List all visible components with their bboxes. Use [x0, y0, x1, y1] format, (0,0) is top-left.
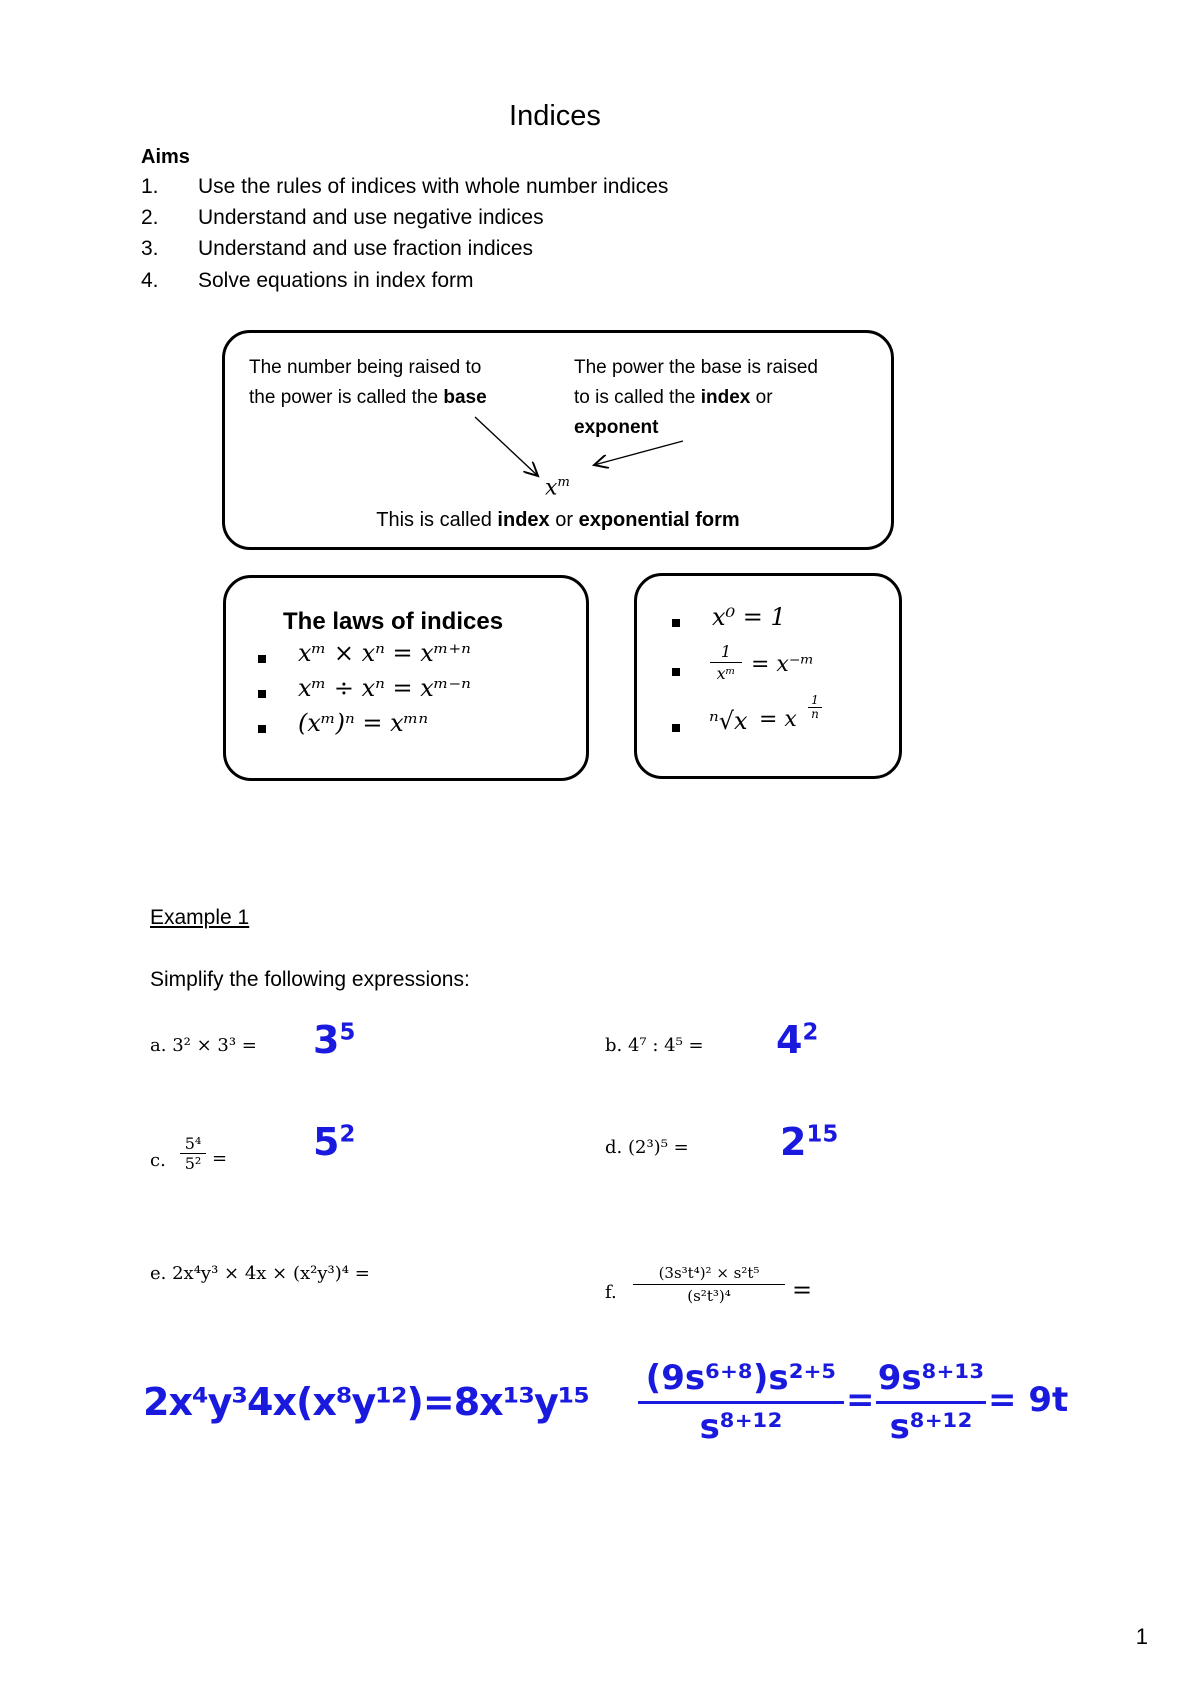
question-b [605, 1035, 704, 1056]
fraction-denominator: s⁸⁺¹² [699, 1407, 783, 1447]
answer-d [780, 1120, 838, 1164]
answer-exponent: 5 [339, 1019, 356, 1046]
question-c-equals: = [212, 1148, 228, 1169]
law-multiply: xᵐ × xⁿ = xᵐ⁺ⁿ [298, 639, 471, 667]
question-c-label: c. [150, 1150, 166, 1171]
question-label: a. [150, 1035, 167, 1056]
expression-power: m [557, 475, 570, 490]
aim-text: Understand and use fraction indices [198, 237, 534, 260]
index-line-2-text: to is called the [574, 387, 701, 408]
answer-base: 4 [776, 1018, 803, 1062]
question-f-fraction [633, 1262, 785, 1307]
index-line-2-or: or [750, 387, 773, 408]
question-expression: 3² × 3³ = [172, 1035, 257, 1056]
answer-a [313, 1018, 355, 1062]
aim-item [141, 206, 544, 230]
fraction-denominator: s⁸⁺¹² [889, 1407, 973, 1447]
fraction-numerator: 9s⁸⁺¹³ [876, 1355, 986, 1404]
index-line-1: The power the base is raised [574, 357, 818, 378]
answer-exponent: 15 [806, 1121, 839, 1148]
aim-text: Understand and use negative indices [198, 206, 544, 229]
aim-item [141, 269, 474, 293]
working-f-fraction-1 [638, 1355, 844, 1450]
question-expression: 2x⁴y³ × 4x × (x²y³)⁴ = [172, 1263, 370, 1284]
question-f-equals: = [792, 1276, 813, 1304]
rule-negative-fraction [710, 642, 742, 685]
rule-zero-power: x⁰ = 1 [712, 603, 786, 631]
base-line-2-text: the power is called the [249, 387, 444, 408]
bullet-icon [258, 690, 266, 698]
rule-root-rhs: = x [759, 707, 797, 732]
base-term: base [443, 387, 487, 408]
example-prompt: Simplify the following expressions: [150, 968, 470, 991]
answer-c [313, 1120, 355, 1164]
bullet-icon [672, 724, 680, 732]
page-number: 1 [1135, 1624, 1148, 1649]
question-expression: 4⁷ : 4⁵ = [627, 1035, 704, 1056]
index-form-diagram [222, 330, 894, 550]
question-e [150, 1263, 370, 1284]
answer-exponent: 2 [339, 1121, 356, 1148]
answer-base: 3 [313, 1018, 340, 1062]
exponent-denominator: n [811, 707, 819, 721]
base-line-1: The number being raised to [249, 357, 482, 378]
fraction-numerator: (9s⁶⁺⁸)s²⁺⁵ [638, 1355, 844, 1404]
exponent-numerator: 1 [808, 694, 822, 708]
index-term: index [700, 387, 751, 408]
bullet-icon [672, 668, 680, 676]
aim-number: 4. [141, 269, 159, 292]
base-arrow [475, 417, 538, 476]
caption-index: index [497, 509, 550, 531]
fraction-denominator: 5² [184, 1154, 202, 1173]
aim-number: 3. [141, 237, 159, 260]
answer-exponent: 2 [802, 1019, 819, 1046]
fraction-numerator: 5⁴ [180, 1134, 206, 1154]
working-f-equals-1: = [846, 1380, 875, 1420]
law-power: (xᵐ)ⁿ = xᵐⁿ [298, 709, 429, 737]
laws-of-indices-box [223, 575, 589, 781]
question-d [605, 1137, 689, 1158]
index-rules-box [634, 573, 902, 779]
question-c-fraction [180, 1134, 206, 1173]
working-f-result: = 9t [988, 1380, 1069, 1420]
laws-heading: The laws of indices [283, 608, 504, 635]
example-heading: Example 1 [150, 906, 250, 929]
aim-item [141, 175, 668, 199]
answer-b [776, 1018, 818, 1062]
expression-base: x [545, 475, 558, 501]
answer-base: 2 [780, 1120, 807, 1164]
question-f-label: f. [605, 1282, 617, 1303]
question-a [150, 1035, 257, 1056]
bullet-icon [258, 725, 266, 733]
question-label: d. [605, 1137, 623, 1158]
index-form-caption [225, 509, 891, 532]
question-expression: (2³)⁵ = [627, 1137, 689, 1158]
working-f-fraction-2 [876, 1355, 986, 1450]
index-form-expression [545, 475, 570, 500]
law-divide: xᵐ ÷ xⁿ = xᵐ⁻ⁿ [298, 674, 471, 702]
bullet-icon [258, 655, 266, 663]
aim-item [141, 237, 533, 261]
answer-base: 5 [313, 1120, 340, 1164]
fraction-numerator: (3s³t⁴)² × s²t⁵ [633, 1262, 785, 1285]
rule-negative-power: = x⁻ᵐ [751, 652, 814, 677]
caption-exponential: exponential form [578, 509, 740, 531]
question-label: b. [605, 1035, 623, 1056]
fraction-numerator: 1 [710, 642, 742, 663]
aim-text: Use the rules of indices with whole number indices [198, 175, 669, 198]
aims-heading: Aims [141, 146, 190, 168]
caption-text: This is called [376, 509, 498, 531]
working-e: 2x⁴y³4x(x⁸y¹²)=8x¹³y¹⁵ [143, 1380, 590, 1424]
caption-or: or [549, 509, 579, 531]
aim-text: Solve equations in index form [198, 269, 474, 292]
aim-number: 1. [141, 175, 159, 198]
fraction-denominator: (s²t³)⁴ [687, 1287, 731, 1305]
rule-root-exponent [808, 694, 822, 721]
page-title: Indices [509, 100, 601, 132]
exponent-term: exponent [574, 417, 659, 438]
question-label: e. [150, 1263, 167, 1284]
aim-number: 2. [141, 206, 159, 229]
fraction-denominator: xᵐ [716, 664, 736, 683]
index-arrow [594, 441, 683, 465]
rule-root-lhs: ⁿ√x [709, 707, 748, 735]
bullet-icon [672, 619, 680, 627]
